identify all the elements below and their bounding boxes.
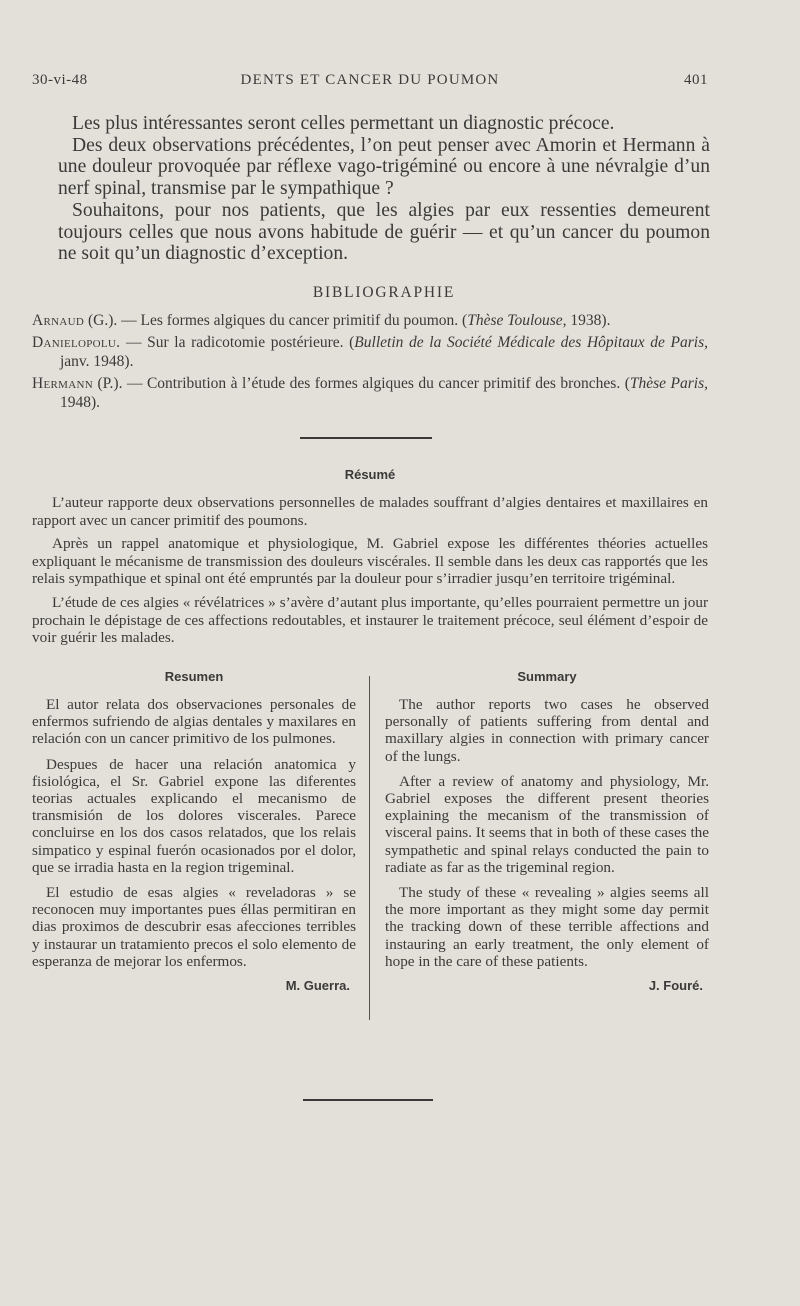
summary-signature: J. Fouré. (648, 978, 703, 994)
bib-text: (P.). — Contribution à l’étude des formes algiques du cancer primitif des bronches. ( (92, 375, 630, 393)
bibliography-entry (32, 312, 708, 330)
bib-source: Thèse Toulouse, (467, 312, 567, 329)
bib-source: Thèse Paris, (629, 375, 708, 393)
resume-paragraph-2: Après un rappel anatomique et physiologique, M. Gabriel expose les différentes théories actuelles expliquant le mécanisme de transmission des douleurs viscérales. Il semble dans les deux cas rapportés que les relais sympathique et spinal ont été empruntés par la douleur pour s’irradier jusqu’en territoire trigéminal. (32, 535, 708, 588)
resumen-paragraph-3: El estudio de esas algies « reveladoras » se reconocen muy importantes pues éllas permitiran en dias proximos de descubrir esas afecciones terribles y instaurar un tratamiento precos el solo elemento de esperanza de mejorar los enfermos. (32, 884, 356, 970)
resume-title: Résumé (344, 467, 396, 482)
bottom-divider (303, 1099, 433, 1101)
bib-author: Arnaud (32, 312, 85, 329)
bibliography-entry (32, 334, 708, 371)
bib-tail: janv. 1948). (60, 352, 134, 370)
main-paragraph-1: Les plus intéressantes seront celles permettant un diagnostic précoce. (72, 113, 615, 134)
header-title: DENTS ET CANCER DU POUMON (240, 72, 500, 88)
section-divider (300, 437, 432, 439)
summary-paragraph-3: The study of these « revealing » algies seems all the more important as they might some day permit the tracking down of these terrible affections and instauring an early treatment, the only element of hope in the care of these patients. (385, 884, 709, 970)
resumen-paragraph-1: El autor relata dos observaciones personales de enfermos sufriendo de algias dentales y maxilares en relación con un cancer primitivo de los pulmones. (32, 696, 356, 748)
bib-author: Danielopolu. (32, 334, 121, 352)
resume-paragraph-3: L’étude de ces algies « révélatrices » s’avère d’autant plus importante, qu’elles pourraient permettre un jour prochain le dépistage de ces affections redoutables, et instaurer le traitement précoce, seul élément d’espoir de voir guérir les malades. (32, 593, 708, 647)
main-text (58, 113, 710, 265)
resumen-column (32, 669, 356, 993)
summary-title: Summary (517, 669, 577, 684)
bib-text: (G.). — Les formes algiques du cancer primitif du poumon. ( (84, 312, 468, 329)
summary-paragraph-1: The author reports two cases he observed personally of patients suffering from dental and maxillary algies in connection with primary cancer of the lungs. (385, 696, 709, 765)
bib-author: Hermann (32, 375, 93, 393)
bibliography (32, 312, 708, 416)
resumen-title: Resumen (164, 669, 224, 684)
page-number: 401 (684, 72, 708, 88)
bib-tail: 1948). (60, 393, 101, 411)
resumen-paragraph-2: Despues de hacer una relación anatomica y fisiológica, el Sr. Gabriel expone las diferentes teorias actuales explicando el mecanismo de transmisión de los dolores viscerales. Parece concluirse en los dos casos relatados, que los relais simpatico y espinal fuerón ocasionados por el dolor, que se irradia hasta en la region trigeminal. (32, 755, 356, 876)
resumen-signature: M. Guerra. (285, 978, 350, 994)
bib-text: — Sur la radicotomie postérieure. ( (120, 334, 355, 352)
resume-section (32, 494, 708, 653)
bibliography-title: BIBLIOGRAPHIE (312, 284, 456, 301)
main-paragraph-3: Souhaitons, pour nos patients, que les algies par eux ressenties demeurent toujours celles que nous avons habitude de guérir — et qu’un cancer du poumon ne soit qu’un diagnostic d’exception. (58, 199, 710, 265)
bib-source: Bulletin de la Société Médicale des Hôpitaux de Paris, (354, 334, 709, 352)
resume-paragraph-1: L’auteur rapporte deux observations personnelles de malades souffrant d’algies dentaires et maxillaires en rapport avec un cancer primitif des poumons. (32, 494, 708, 529)
summary-column (385, 669, 709, 993)
summary-paragraph-2: After a review of anatomy and physiology, Mr. Gabriel exposes the different present theories explaining the mecanism of the transmission of visceral pains. It seems that in both of these cases the sympathetic and spinal relays conducted the pain to radiate as far as the trigeminal region. (385, 772, 709, 876)
column-divider (369, 676, 370, 1020)
bib-tail: 1938). (566, 312, 611, 329)
header-date: 30-vi-48 (32, 72, 88, 88)
main-paragraph-2: Des deux observations précédentes, l’on peut penser avec Amorin et Hermann à une douleur provoquée par réflexe vago-trigéminé ou encore à une névralgie d’un nerf spinal, transmise par le sympathique ? (58, 134, 710, 200)
bibliography-entry (32, 375, 708, 412)
